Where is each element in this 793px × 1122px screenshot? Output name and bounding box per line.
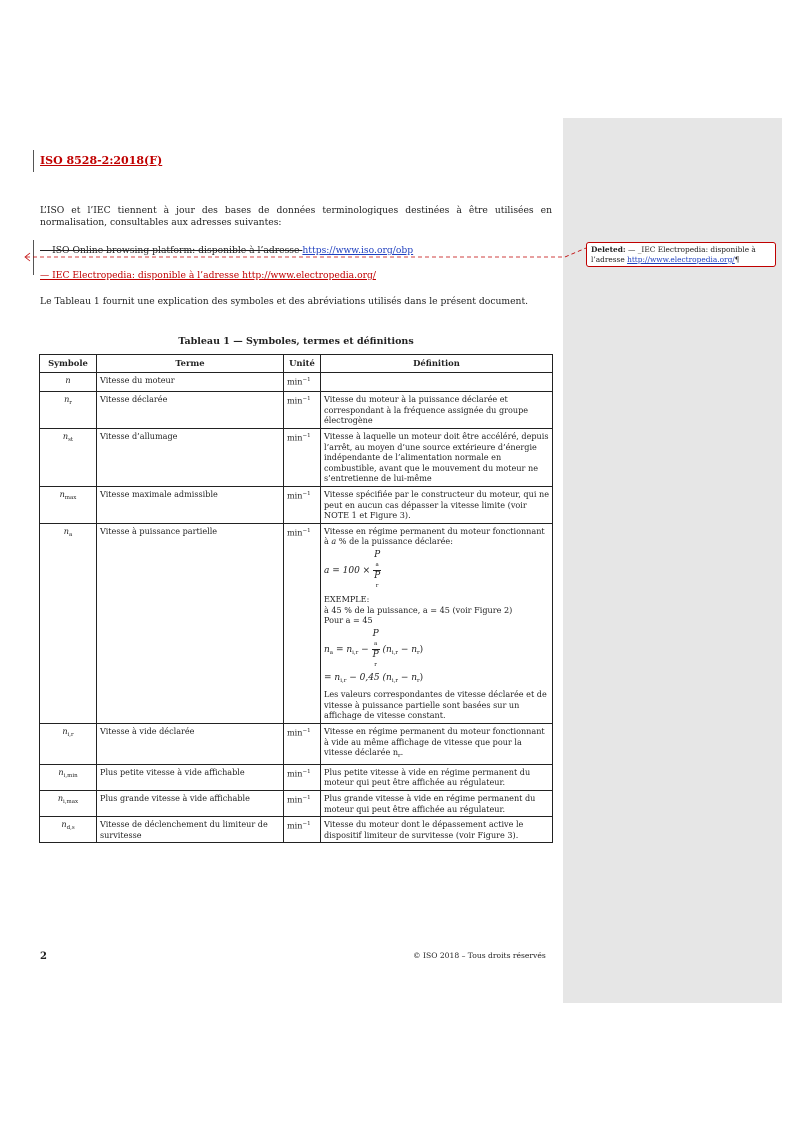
term-cell: Vitesse de déclenchement du limiteur de survitesse <box>97 817 284 843</box>
symbol-cell: $n_{i,r}$ <box>40 724 97 765</box>
fraction: P a P r <box>372 628 379 668</box>
table-row <box>40 791 553 817</box>
definition-cell: Vitesse en régime permanent du moteur fonctionnant à vide au même affichage de vitesse que pour la vitesse déclarée $n_r$. <box>321 724 553 765</box>
symbol-cell: $n_{i,max}$ <box>40 791 97 817</box>
header-terme: Terme <box>97 355 284 373</box>
definition-cell: Plus grande vitesse à vide en régime permanent du moteur qui peut être affichée au régulateur. <box>321 791 553 817</box>
table-row <box>40 764 553 790</box>
comment-link[interactable]: http://www.electropedia.org/ <box>627 254 735 264</box>
table-row <box>40 724 553 765</box>
definition-note: Les valeurs correspondantes de vitesse déclarée et de vitesse à puissance partielle sont basées sur un affichage de vitesse constant. <box>324 689 547 721</box>
document-id: ISO 8528-2:2018(F) <box>40 154 163 167</box>
table-row <box>40 817 553 843</box>
table-title: Tableau 1 — Symboles, termes et définitions <box>178 336 414 347</box>
unit-cell: $\min^{-1}$ <box>284 486 321 523</box>
term-cell: Vitesse d’allumage <box>97 428 284 486</box>
comment-text: — _IEC Electropedia: disponible à l’adresse <box>591 245 756 264</box>
list-item-iso-text: — ISO Online browsing platform: disponible à l’adresse <box>40 245 303 256</box>
header-unite: Unité <box>284 355 321 373</box>
definition-cell: Vitesse du moteur dont le dépassement active le dispositif limiteur de survitesse (voir Figure 3). <box>321 817 553 843</box>
comment-label: Deleted: <box>591 245 626 254</box>
table-row <box>40 428 553 486</box>
definition-cell: Vitesse spécifiée par le constructeur du moteur, qui ne peut en aucun cas dépasser la vitesse limite (voir NOTE 1 et Figure 3). <box>321 486 553 523</box>
equation-a: a = 100 × P a P r <box>324 549 381 589</box>
definition-cell <box>321 372 553 392</box>
table-row <box>40 486 553 523</box>
term-cell: Vitesse à puissance partielle <box>97 523 284 723</box>
pour-text: Pour a = 45 <box>324 615 373 626</box>
unit-cell: $\min^{-1}$ <box>284 392 321 429</box>
term-cell: Vitesse déclarée <box>97 392 284 429</box>
term-cell: Plus grande vitesse à vide affichable <box>97 791 284 817</box>
symbol-cell: n <box>40 372 97 392</box>
definition-intro: Vitesse en régime permanent du moteur fonctionnant à a % de la puissance déclarée: <box>324 525 545 547</box>
unit-cell: $\min^{-1}$ <box>284 372 321 392</box>
unit-cell: $\min^{-1}$ <box>284 724 321 765</box>
iso-obp-link[interactable]: https://www.iso.org/obp <box>302 245 414 256</box>
symbols-table <box>39 354 553 843</box>
table-intro-paragraph: Le Tableau 1 fournit une explication des symboles et des abréviations utilisés dans le présent document. <box>40 296 529 307</box>
table-header-row <box>40 355 553 373</box>
intro-paragraph: L’ISO et l’IEC tiennent à jour des bases de données terminologiques destinées à être utilisées en normalisation, consultables aux adresses suivantes: <box>40 205 552 228</box>
definition-cell: Plus petite vitesse à vide en régime permanent du moteur qui peut être affichée au régulateur. <box>321 764 553 790</box>
comment-pilcrow: ¶ <box>734 254 740 264</box>
symbol-cell: $n_{max}$ <box>40 486 97 523</box>
term-cell: Plus petite vitesse à vide affichable <box>97 764 284 790</box>
symbol-cell: $n_a$ <box>40 523 97 723</box>
table-row <box>40 392 553 429</box>
example-text: à 45 % de la puissance, a = 45 (voir Figure 2) <box>324 604 513 615</box>
term-cell: Vitesse du moteur <box>97 372 284 392</box>
term-cell: Vitesse maximale admissible <box>97 486 284 523</box>
definition-cell: Vitesse à laquelle un moteur doit être accéléré, depuis l’arrêt, au moyen d’une source extérieure d’énergie indépendante de l’alimentation normale en combustible, avant que le mouvement du moteur ne s’entretienne de lui-même <box>321 428 553 486</box>
unit-cell: $\min^{-1}$ <box>284 764 321 790</box>
copyright-notice: © ISO 2018 – Tous droits réservés <box>413 951 546 960</box>
unit-cell: $\min^{-1}$ <box>284 523 321 723</box>
equation-na-numeric: = $n_{i,r} - 0,45$ $(n_{i,r} - n_r)$ <box>324 672 424 684</box>
definition-cell <box>321 523 553 723</box>
fraction: P a P r <box>374 549 381 589</box>
symbol-cell: $n_r$ <box>40 392 97 429</box>
list-item-electropedia-deleted: — IEC Electropedia: disponible à l’adresse http://www.electropedia.org/ <box>40 270 376 281</box>
deleted-comment-balloon[interactable] <box>586 242 776 267</box>
symbol-cell: $n_{st}$ <box>40 428 97 486</box>
symbol-cell: $n_{i,min}$ <box>40 764 97 790</box>
equation-na: $n_a = n_{i,r}$ − P a P r $(n_{i,r} - n_r)$ <box>324 628 424 668</box>
unit-cell: $\min^{-1}$ <box>284 817 321 843</box>
table-row <box>40 372 553 392</box>
page-number: 2 <box>40 951 47 962</box>
header-definition: Définition <box>321 355 553 373</box>
symbol-cell: $n_{d,s}$ <box>40 817 97 843</box>
unit-cell: $\min^{-1}$ <box>284 428 321 486</box>
example-label: EXEMPLE: <box>324 593 370 604</box>
term-cell: Vitesse à vide déclarée <box>97 724 284 765</box>
definition-cell: Vitesse du moteur à la puissance déclarée et correspondant à la fréquence assignée du groupe électrogène <box>321 392 553 429</box>
table-row <box>40 523 553 723</box>
header-symbole: Symbole <box>40 355 97 373</box>
unit-cell: $\min^{-1}$ <box>284 791 321 817</box>
